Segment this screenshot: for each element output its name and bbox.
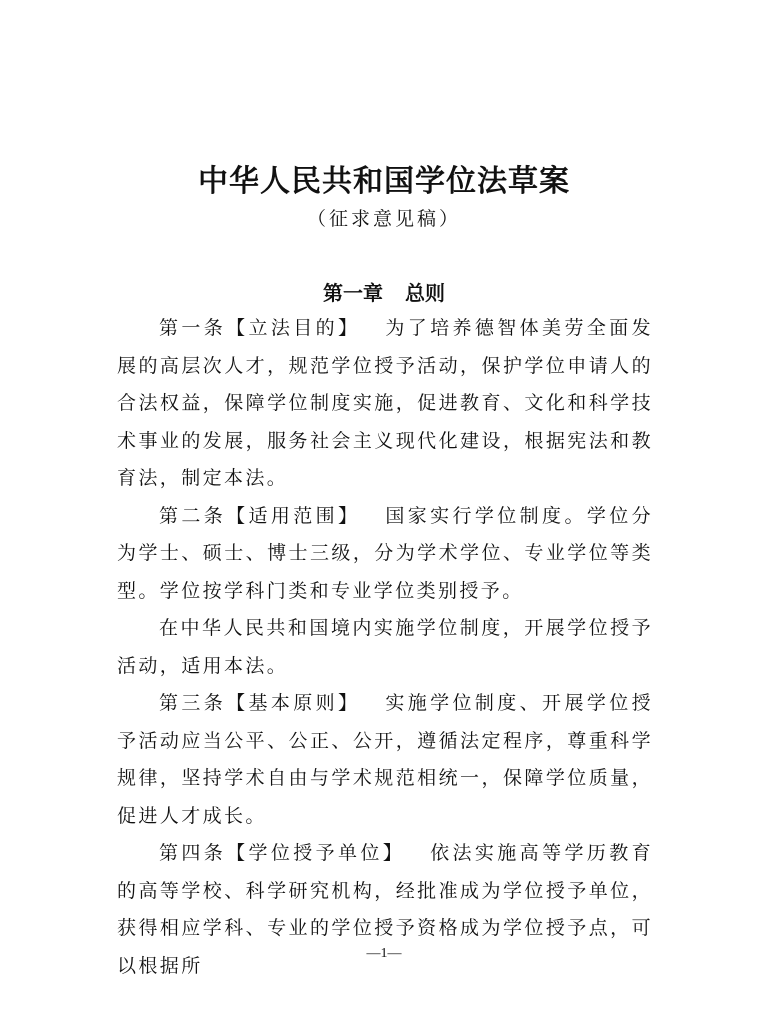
article-3 bbox=[117, 685, 653, 835]
article-3-heading: 第三条【基本原则】 bbox=[159, 692, 361, 714]
article-4-heading: 第四条【学位授予单位】 bbox=[159, 842, 406, 864]
article-2-paragraph-2: 在中华人民共和国境内实施学位制度，开展学位授予活动，适用本法。 bbox=[117, 617, 653, 677]
article-1-heading: 第一条【立法目的】 bbox=[159, 317, 361, 339]
article-2 bbox=[117, 498, 653, 611]
article-2-text: 国家实行学位制度。学位分为学士、硕士、博士三级，分为学术学位、专业学位等类型。学位按学科门类和专业学位类别授予。 bbox=[117, 504, 653, 602]
chapter-heading bbox=[0, 278, 768, 308]
article-1-text: 为了培养德智体美劳全面发展的高层次人才，规范学位授予活动，保护学位申请人的合法权益，保障学位制度实施，促进教育、文化和科学技术事业的发展，服务社会主义现代化建设，根据宪法和教育法，制定本法。 bbox=[117, 317, 653, 489]
chapter-number: 第一章 bbox=[323, 281, 383, 305]
document-body bbox=[117, 310, 653, 985]
document-title: 中华人民共和国学位法草案 bbox=[198, 164, 570, 199]
document-subtitle: （征求意见稿） bbox=[306, 208, 461, 230]
chapter-name: 总则 bbox=[405, 281, 445, 305]
article-3-text: 实施学位制度、开展学位授予活动应当公平、公正、公开，遵循法定程序，尊重科学规律，坚持学术自由与学术规范相统一，保障学位质量，促进人才成长。 bbox=[117, 692, 653, 827]
page-number: —1— bbox=[366, 946, 402, 961]
article-1 bbox=[117, 310, 653, 498]
article-2-heading: 第二条【适用范围】 bbox=[159, 504, 361, 527]
article-4-text: 依法实施高等学历教育的高等学校、科学研究机构，经批准成为学位授予单位，获得相应学科、专业的学位授予资格成为学位授予点，可以根据所 bbox=[117, 842, 653, 977]
